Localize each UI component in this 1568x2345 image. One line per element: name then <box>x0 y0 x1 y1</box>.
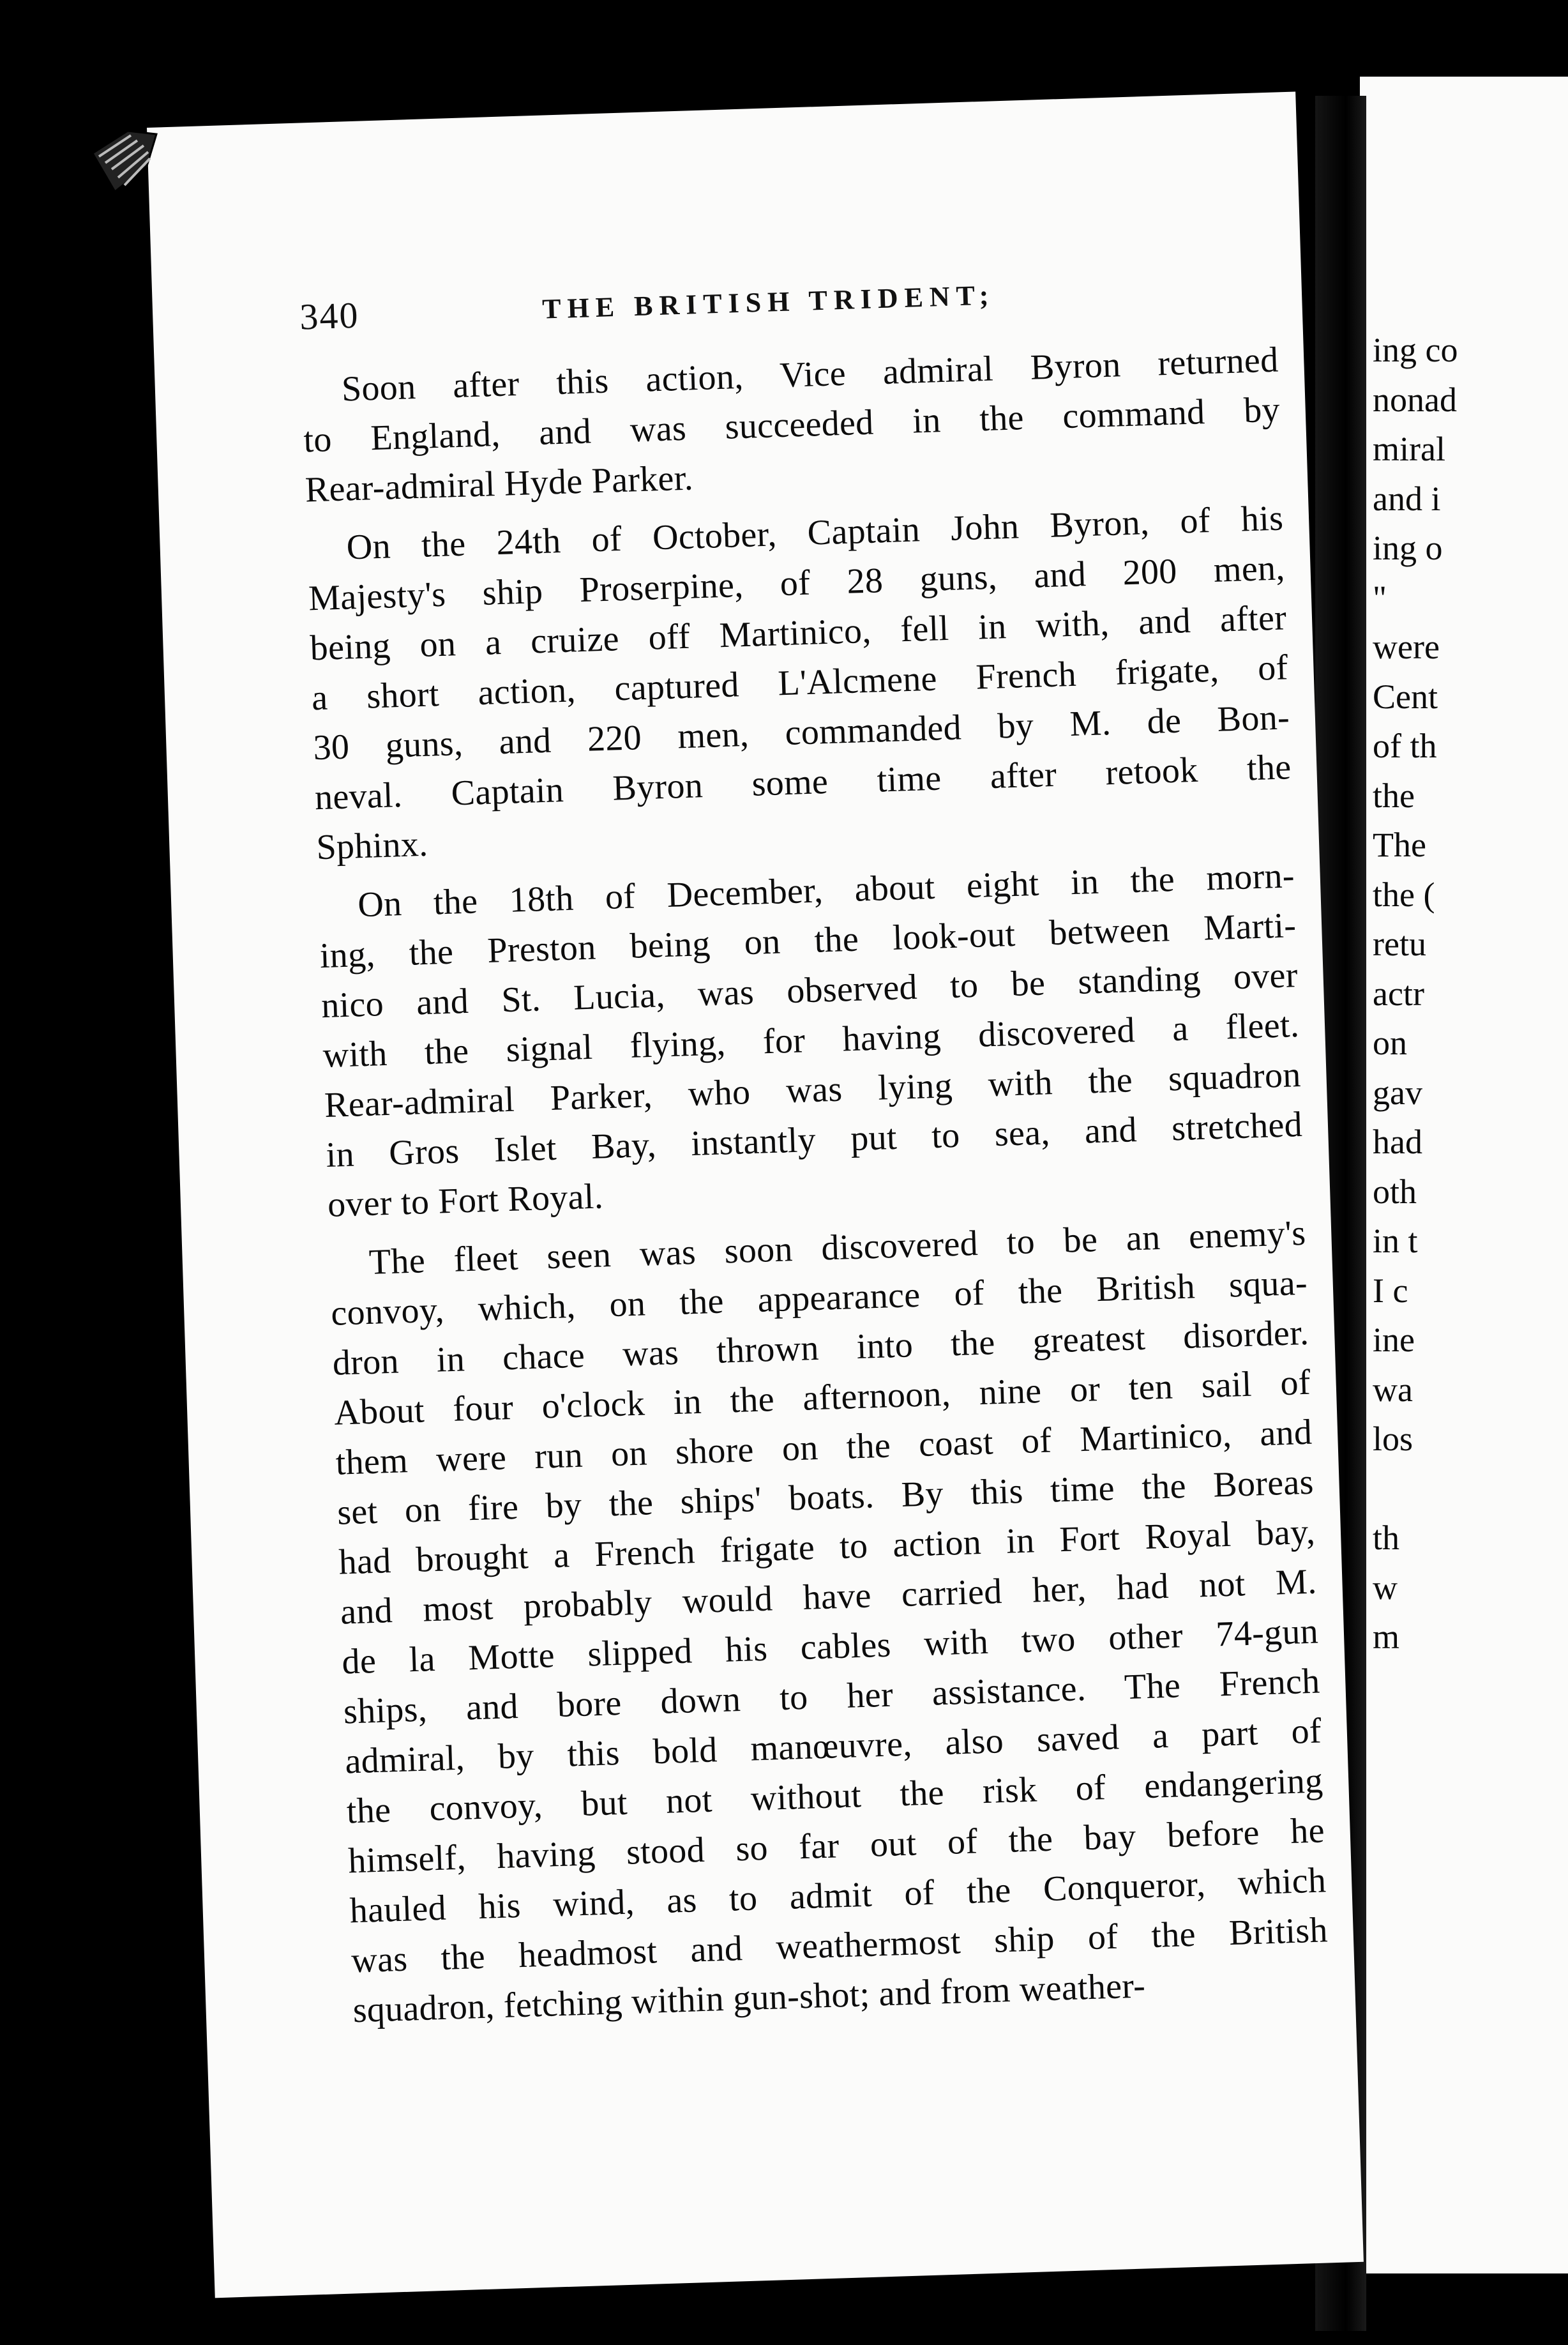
page-number: 340 <box>299 294 360 338</box>
right-page-line-fragment: had <box>1373 1123 1422 1161</box>
left-page <box>147 91 1364 2298</box>
body-text <box>301 335 1331 2045</box>
text-line: being on a cruize off Martinico, fell in with, and after <box>309 598 1287 669</box>
right-page-line-fragment: of th <box>1373 727 1437 765</box>
page-corner-fold-icon <box>89 128 160 198</box>
text-line: On the 24th of October, Captain John Byron, of his <box>345 498 1285 568</box>
text-line: admiral, by this bold manœuvre, also saved a part of <box>344 1711 1322 1782</box>
text-line: Rear-admiral Parker, who was lying with the squadron <box>324 1054 1302 1126</box>
right-page-line-fragment <box>1373 1464 1568 1514</box>
right-page-line-fragment: ine <box>1373 1321 1415 1359</box>
paragraph <box>317 851 1304 1230</box>
right-page-line-fragment: ing o <box>1373 529 1443 567</box>
right-page <box>1360 77 1568 2273</box>
text-line: with the signal flying, for having discovered a fleet. <box>322 1005 1300 1076</box>
text-line: had brought a French frigate to action in Fort Royal bay, <box>338 1512 1316 1582</box>
right-page-line-fragment: the ( <box>1373 875 1435 914</box>
right-page-line-fragment: los <box>1373 1420 1413 1458</box>
text-line: neval. Captain Byron some time after retook the <box>314 747 1292 818</box>
right-page-line-fragment: in t <box>1373 1222 1418 1260</box>
text-line: de la Motte slipped his cables with two other 74-gun <box>341 1611 1319 1682</box>
text-line: ships, and bore down to her assistance. The French <box>343 1661 1321 1732</box>
right-page-line-fragment: retu <box>1373 925 1426 963</box>
paragraph <box>329 1208 1330 2035</box>
text-line: was the headmost and weathermost ship of the British <box>351 1910 1329 1981</box>
text-line: to England, and was succeeded in the command by <box>303 390 1281 460</box>
running-head-title: THE BRITISH TRIDENT; <box>541 279 996 325</box>
right-page-line-fragment: nonad <box>1373 380 1457 419</box>
text-line: and most probably would have carried her, had not M. <box>340 1561 1318 1632</box>
text-line: a short action, captured L'Alcmene French frigate, of <box>311 648 1289 718</box>
right-page-line-fragment: were <box>1373 628 1440 666</box>
text-line: Rear-admiral Hyde Parker. <box>304 458 694 510</box>
right-page-line-fragment: I c <box>1373 1271 1408 1310</box>
right-page-line-fragment: miral <box>1373 430 1445 468</box>
right-page-line-fragment: and i <box>1373 479 1441 518</box>
right-page-line-fragment: Cent <box>1373 677 1438 716</box>
paragraph <box>301 335 1283 515</box>
text-line: Majesty's ship Proserpine, of 28 guns, and 200 men, <box>308 548 1286 619</box>
right-page-line-fragment: gav <box>1373 1073 1422 1112</box>
text-line: them were run on shore on the coast of Martinico, and <box>335 1412 1313 1483</box>
right-page-line-fragment: the <box>1373 776 1415 815</box>
right-page-line-fragment: m <box>1373 1618 1400 1656</box>
right-page-line-fragment: actr <box>1373 974 1424 1013</box>
text-line: ing, the Preston being on the look-out between Marti- <box>319 906 1297 976</box>
text-line: On the 18th of December, about eight in the morn- <box>357 856 1295 925</box>
text-line: Sphinx. <box>315 824 429 868</box>
text-line: 30 guns, and 220 men, commanded by M. de Bon- <box>312 697 1290 768</box>
text-line: squadron, fetching within gun-shot; and from weather- <box>352 1966 1146 2031</box>
right-page-line-fragment: wa <box>1373 1370 1413 1409</box>
text-line: convoy, which, on the appearance of the British squa- <box>330 1263 1308 1333</box>
text-line: nico and St. Lucia, was observed to be standing over <box>320 955 1299 1026</box>
right-page-line-fragment: on <box>1373 1024 1407 1062</box>
right-page-line-fragment: th <box>1373 1519 1400 1557</box>
right-page-line-fragment: The <box>1373 826 1426 864</box>
text-line: in Gros Islet Bay, instantly put to sea, and stretched <box>325 1104 1303 1175</box>
paragraph <box>306 493 1293 872</box>
text-line: dron in chace was thrown into the greatest disorder. <box>331 1312 1310 1383</box>
text-line: himself, having stood so far out of the bay before he <box>347 1810 1325 1881</box>
text-line: About four o'clock in the afternoon, nine or ten sail of <box>333 1362 1311 1433</box>
right-page-line-fragment: w <box>1373 1568 1398 1607</box>
text-line: set on fire by the ships' boats. By this time the Boreas <box>336 1462 1315 1533</box>
right-page-text-fragments <box>1373 326 1568 1662</box>
right-page-line-fragment: " <box>1373 578 1387 617</box>
right-page-line-fragment: ing co <box>1373 331 1458 369</box>
text-line: Soon after this action, Vice admiral Byron returned <box>341 340 1279 409</box>
text-line: hauled his wind, as to admit of the Conqueror, which <box>349 1860 1327 1931</box>
text-line: The fleet seen was soon discovered to be an enemy's <box>368 1213 1307 1282</box>
text-line: over to Fort Royal. <box>327 1176 604 1225</box>
right-page-line-fragment: oth <box>1373 1172 1417 1211</box>
text-line: the convoy, but not without the risk of endangering <box>345 1761 1324 1832</box>
